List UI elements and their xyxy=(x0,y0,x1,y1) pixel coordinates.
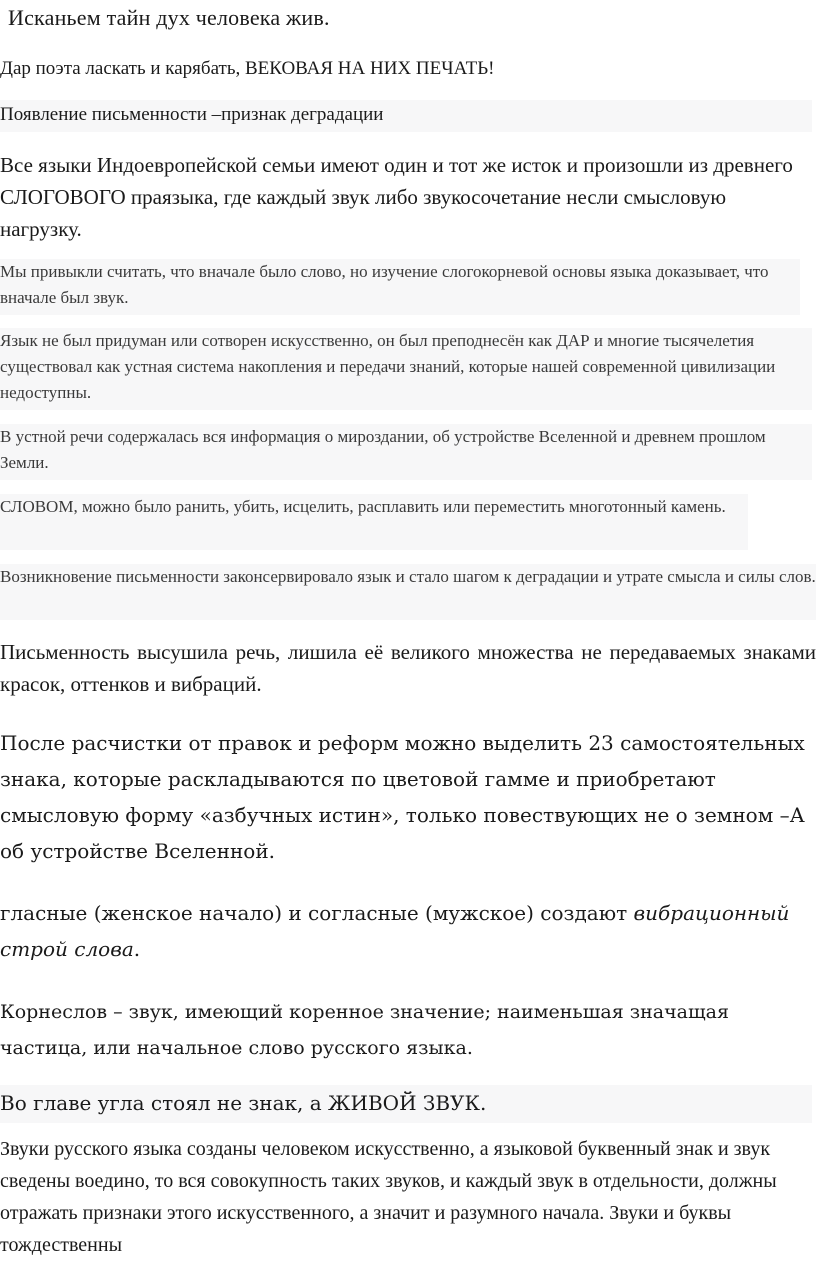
vowels-text: гласные (женское начало) и согласные (мужское) создают xyxy=(0,901,634,925)
writing-appearance-heading: Появление письменности –признак деградации xyxy=(0,100,812,132)
root-word-paragraph: Корнеслов – звук, имеющий коренное значение; наименьшая значащая частица, или начальное слово русского языка. xyxy=(0,1001,729,1059)
russian-sounds-paragraph: Звуки русского языка созданы человеком искусственно, а языковой буквенный знак и звук сведены воедино, то вся совокупность таких звуков, и каждый звук в отдельности, должны отражать признаки этого искусственного, а значит и разумного начала. Звуки и буквы тождественны xyxy=(0,1138,777,1256)
poet-gift-line: Дар поэта ласкать и карябать, ВЕКОВАЯ НА НИХ ПЕЧАТЬ! xyxy=(0,58,495,79)
writing-origin-paragraph: Возникновение письменности законсервировало язык и стало шагом к деградации и утрате смысла и силы слов. xyxy=(0,564,816,620)
oral-speech-paragraph: В устной речи содержалась вся информация о мироздании, об устройстве Вселенной и древнем прошлом Земли. xyxy=(0,424,812,480)
vowels-paragraph xyxy=(0,895,816,967)
word-power-paragraph: СЛОВОМ, можно было ранить, убить, исцелить, расплавить или переместить многотонный камень. xyxy=(0,494,748,550)
language-gift-paragraph: Язык не был придуман или сотворен искусственно, он был преподнесён как ДАР и многие тысячелетия существовал как устная система накопления и передачи знаний, которые нашей современной цивилизации недоступны. xyxy=(0,328,812,410)
document-title: Исканьем тайн дух человека жив. xyxy=(8,5,330,30)
living-sound-paragraph: Во главе угла стоял не знак, а ЖИВОЙ ЗВУК. xyxy=(0,1085,812,1123)
vibration-structure-text: вибрационный строй слова xyxy=(0,901,790,961)
languages-paragraph: Все языки Индоевропейской семьи имеют один и тот же исток и произошли из древнего СЛОГОВОГО праязыка, где каждый звук либо звукосочетание несли смысловую нагрузку. xyxy=(0,153,793,241)
after-cleaning-paragraph: После расчистки от правок и реформ можно выделить 23 самостоятельных знака, которые раскладываются по цветовой гамме и приобретают смысловую форму «азбучных истин», только повествующих не о земном –А об устройстве Вселенной. xyxy=(0,731,805,863)
writing-dried-paragraph: Письменность высушила речь, лишила её великого множества не передаваемых знаками красок, оттенков и вибраций. xyxy=(0,640,816,696)
vowels-period: . xyxy=(133,937,141,961)
habit-paragraph: Мы привыкли считать, что вначале было слово, но изучение слогокорневой основы языка доказывает, что вначале был звук. xyxy=(0,259,800,315)
